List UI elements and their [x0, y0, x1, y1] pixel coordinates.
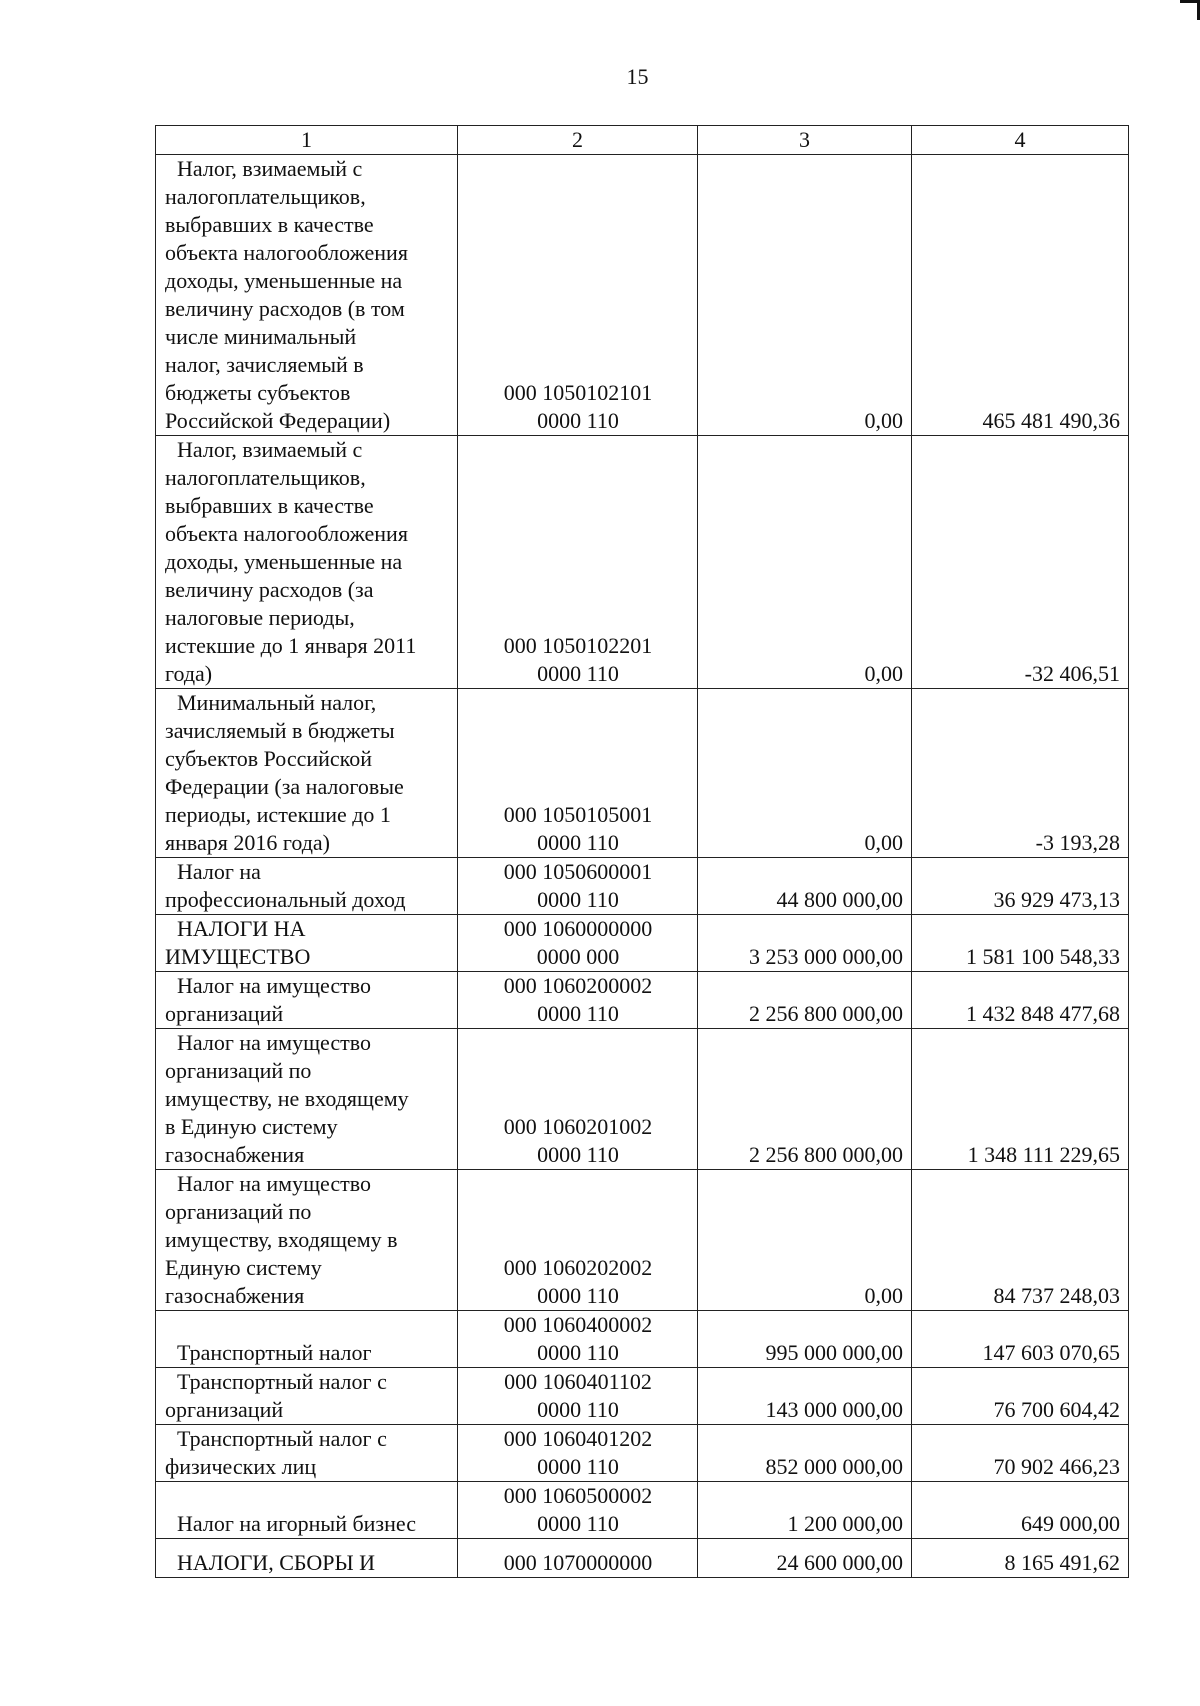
- table-row: [156, 972, 1129, 1029]
- table-row: [156, 1311, 1129, 1368]
- row-plan: 3 253 000 000,00: [698, 915, 912, 972]
- row-code: 000 1060400002 0000 110: [458, 1311, 698, 1368]
- row-actual: 147 603 070,65: [912, 1311, 1129, 1368]
- row-plan: 44 800 000,00: [698, 858, 912, 915]
- row-code: 000 1060000000 0000 000: [458, 915, 698, 972]
- row-actual: -3 193,28: [912, 689, 1129, 858]
- row-code: 000 1060200002 0000 110: [458, 972, 698, 1029]
- row-plan: 852 000 000,00: [698, 1425, 912, 1482]
- row-name: Налог на имущество организаций: [156, 972, 458, 1029]
- column-header-3: 3: [698, 126, 912, 155]
- row-plan: 24 600 000,00: [698, 1539, 912, 1578]
- table-header-row: [156, 126, 1129, 155]
- row-name: НАЛОГИ НА ИМУЩЕСТВО: [156, 915, 458, 972]
- column-header-2: 2: [458, 126, 698, 155]
- row-name: Налог, взимаемый с налогоплательщиков, выбравших в качестве объекта налогообложения доходы, уменьшенные на величину расходов (в том числе минимальный налог, зачисляемый в бюджеты субъектов Российской Федерации): [156, 155, 458, 436]
- revenue-table: [155, 125, 1129, 1578]
- row-plan: 0,00: [698, 1170, 912, 1311]
- table-row: [156, 689, 1129, 858]
- row-plan: 143 000 000,00: [698, 1368, 912, 1425]
- row-name: Налог на имущество организаций по имуществу, входящему в Единую систему газоснабжения: [156, 1170, 458, 1311]
- row-name: Транспортный налог с физических лиц: [156, 1425, 458, 1482]
- row-plan: 0,00: [698, 436, 912, 689]
- row-name: Налог, взимаемый с налогоплательщиков, выбравших в качестве объекта налогообложения доходы, уменьшенные на величину расходов (за налоговые периоды, истекшие до 1 января 2011 года): [156, 436, 458, 689]
- table-row: [156, 155, 1129, 436]
- row-name: Налог на профессиональный доход: [156, 858, 458, 915]
- row-code: 000 1050102101 0000 110: [458, 155, 698, 436]
- row-code: 000 1060401102 0000 110: [458, 1368, 698, 1425]
- row-name: НАЛОГИ, СБОРЫ И: [156, 1539, 458, 1578]
- row-actual: 649 000,00: [912, 1482, 1129, 1539]
- row-code: 000 1060401202 0000 110: [458, 1425, 698, 1482]
- row-plan: 995 000 000,00: [698, 1311, 912, 1368]
- row-plan: 1 200 000,00: [698, 1482, 912, 1539]
- row-actual: 8 165 491,62: [912, 1539, 1129, 1578]
- table-row: [156, 858, 1129, 915]
- row-actual: 1 432 848 477,68: [912, 972, 1129, 1029]
- table-row: [156, 1482, 1129, 1539]
- row-actual: 1 581 100 548,33: [912, 915, 1129, 972]
- page-corner-mark: [1180, 0, 1200, 20]
- row-plan: 0,00: [698, 155, 912, 436]
- row-code: 000 1050102201 0000 110: [458, 436, 698, 689]
- table-row: [156, 1368, 1129, 1425]
- table-row: [156, 436, 1129, 689]
- row-code: 000 1050600001 0000 110: [458, 858, 698, 915]
- row-name: Транспортный налог с организаций: [156, 1368, 458, 1425]
- row-name: Транспортный налог: [156, 1311, 458, 1368]
- row-code: 000 1060201002 0000 110: [458, 1029, 698, 1170]
- row-code: 000 1050105001 0000 110: [458, 689, 698, 858]
- table-row: [156, 1539, 1129, 1578]
- row-plan: 0,00: [698, 689, 912, 858]
- row-actual: 36 929 473,13: [912, 858, 1129, 915]
- row-actual: 70 902 466,23: [912, 1425, 1129, 1482]
- row-actual: 84 737 248,03: [912, 1170, 1129, 1311]
- row-plan: 2 256 800 000,00: [698, 972, 912, 1029]
- row-actual: -32 406,51: [912, 436, 1129, 689]
- row-code: 000 1060202002 0000 110: [458, 1170, 698, 1311]
- column-header-1: 1: [156, 126, 458, 155]
- column-header-4: 4: [912, 126, 1129, 155]
- row-name: Налог на игорный бизнес: [156, 1482, 458, 1539]
- table-row: [156, 915, 1129, 972]
- row-plan: 2 256 800 000,00: [698, 1029, 912, 1170]
- row-name: Минимальный налог, зачисляемый в бюджеты субъектов Российской Федерации (за налоговые периоды, истекшие до 1 января 2016 года): [156, 689, 458, 858]
- row-actual: 76 700 604,42: [912, 1368, 1129, 1425]
- table-row: [156, 1029, 1129, 1170]
- row-code: 000 1070000000: [458, 1539, 698, 1578]
- row-name: Налог на имущество организаций по имуществу, не входящему в Единую систему газоснабжения: [156, 1029, 458, 1170]
- table-row: [156, 1170, 1129, 1311]
- row-actual: 465 481 490,36: [912, 155, 1129, 436]
- page-number: 15: [626, 64, 649, 89]
- row-actual: 1 348 111 229,65: [912, 1029, 1129, 1170]
- table-row: [156, 1425, 1129, 1482]
- row-code: 000 1060500002 0000 110: [458, 1482, 698, 1539]
